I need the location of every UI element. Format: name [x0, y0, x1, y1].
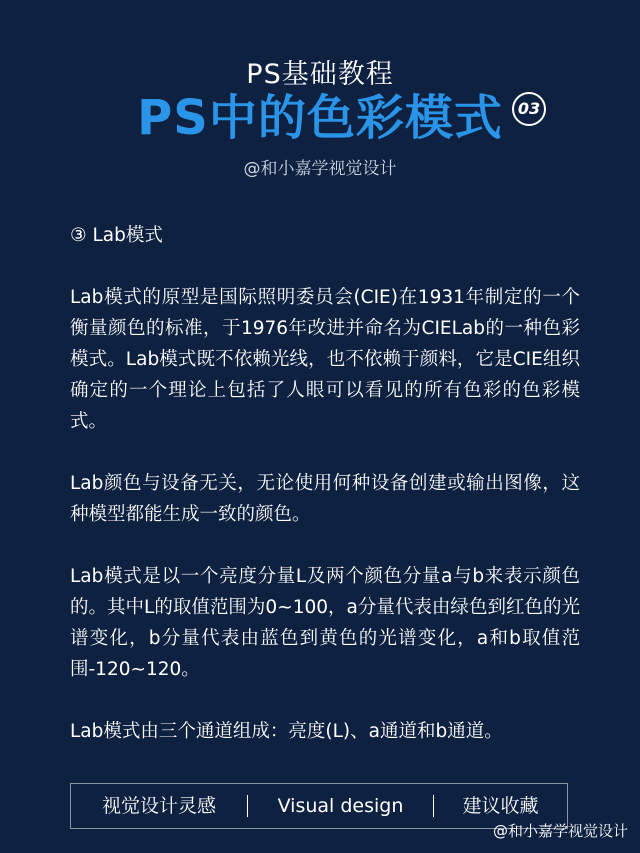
footer-bookmark-label: 建议收藏: [462, 795, 539, 817]
paragraph-components: Lab模式是以一个亮度分量L及两个颜色分量a与b来表示颜色的。其中L的取值范围为0~100，a分量代表由绿色到红色的光谱变化，b分量代表由蓝色到黄色的光谱变化，a和b取值范围-120~120。: [70, 566, 580, 680]
author-handle: @和小嘉学视觉设计: [243, 159, 397, 179]
paragraph-device-independent: Lab颜色与设备无关，无论使用何种设备创建或输出图像，这种模型都能生成一致的颜色。: [70, 473, 580, 525]
section-heading: ③ Lab模式: [70, 225, 163, 246]
footer-visual-design-label: Visual design: [277, 795, 404, 817]
title-row: [0, 86, 640, 150]
series-subtitle: PS基础教程: [246, 59, 394, 90]
footer-inspiration-label: 视觉设计灵感: [101, 795, 216, 817]
watermark: @和小嘉学视觉设计: [492, 822, 628, 840]
paragraph-channels: Lab模式由三个通道组成：亮度(L)、a通道和b通道。: [70, 721, 503, 742]
article-body: [70, 220, 580, 778]
paragraph-origin: Lab模式的原型是国际照明委员会(CIE)在1931年制定的一个衡量颜色的标准，于1976年改进并命名为CIELab的一种色彩模式。Lab模式既不依赖光线，也不依赖于颜料，它是CIE组织确定的一个理论上包括了人眼可以看见的所有色彩的色彩模式。: [70, 287, 580, 432]
episode-number-badge: 03: [512, 92, 546, 126]
page-title: PS中的色彩模式: [137, 90, 503, 146]
